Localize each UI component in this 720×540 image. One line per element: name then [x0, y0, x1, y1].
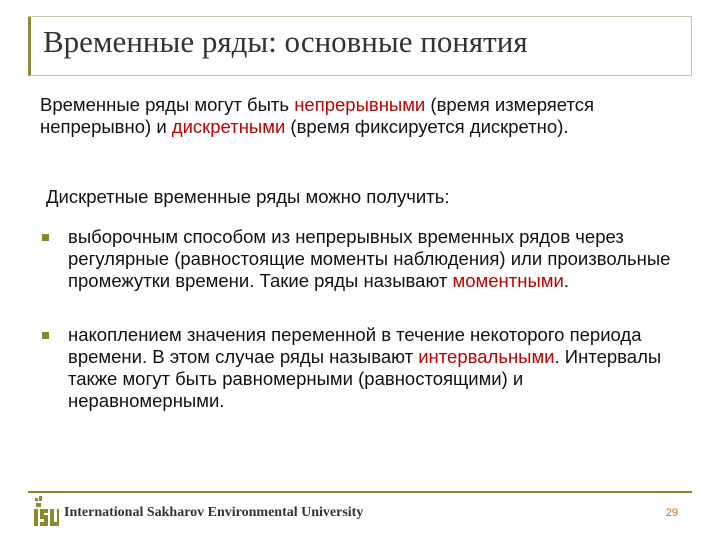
- bullet-1-text-1: выборочным способом из непрерывных временных рядов через регулярные (равностоящие моменты наблюдения) или произвольные промежутки времени. Такие ряды называют: [68, 226, 671, 291]
- bullet-1-text-3: .: [563, 270, 569, 291]
- university-logo-icon: [32, 494, 60, 528]
- footer-divider: [28, 491, 692, 493]
- page-number: 29: [665, 507, 678, 519]
- intro-paragraph: [40, 94, 690, 138]
- term-momentary: моментными: [452, 270, 564, 291]
- subheading: Дискретные временные ряды можно получить:: [46, 186, 450, 207]
- bullet-item-accumulation: [68, 324, 678, 412]
- title-frame-top: [28, 16, 692, 17]
- bullet-2-text-1: накоплением значения переменной в течение некоторого периода времени. В этом случае ряды называют: [68, 324, 642, 367]
- title-frame: [28, 16, 692, 76]
- footer-university-name: International Sakharov Environmental University: [64, 505, 364, 520]
- term-discrete: дискретными: [171, 116, 286, 137]
- intro-text-3: (время измеряется непрерывно) и: [40, 94, 594, 137]
- intro-text-1: Временные ряды могут быть: [40, 94, 295, 115]
- slide-title: Временные ряды: основные понятия: [43, 24, 528, 59]
- bullet-square-icon: [42, 332, 49, 339]
- bullet-2-text-3: . Интервалы также могут быть равномерными (равностоящими) и неравномерными.: [68, 346, 662, 411]
- bullet-square-icon: [42, 234, 49, 241]
- term-interval: интервальными: [418, 346, 555, 367]
- title-frame-right: [691, 16, 692, 76]
- intro-text-5: (время фиксируется дискретно).: [285, 116, 569, 137]
- term-continuous: непрерывными: [294, 94, 426, 115]
- bullet-item-sampling: [68, 226, 678, 292]
